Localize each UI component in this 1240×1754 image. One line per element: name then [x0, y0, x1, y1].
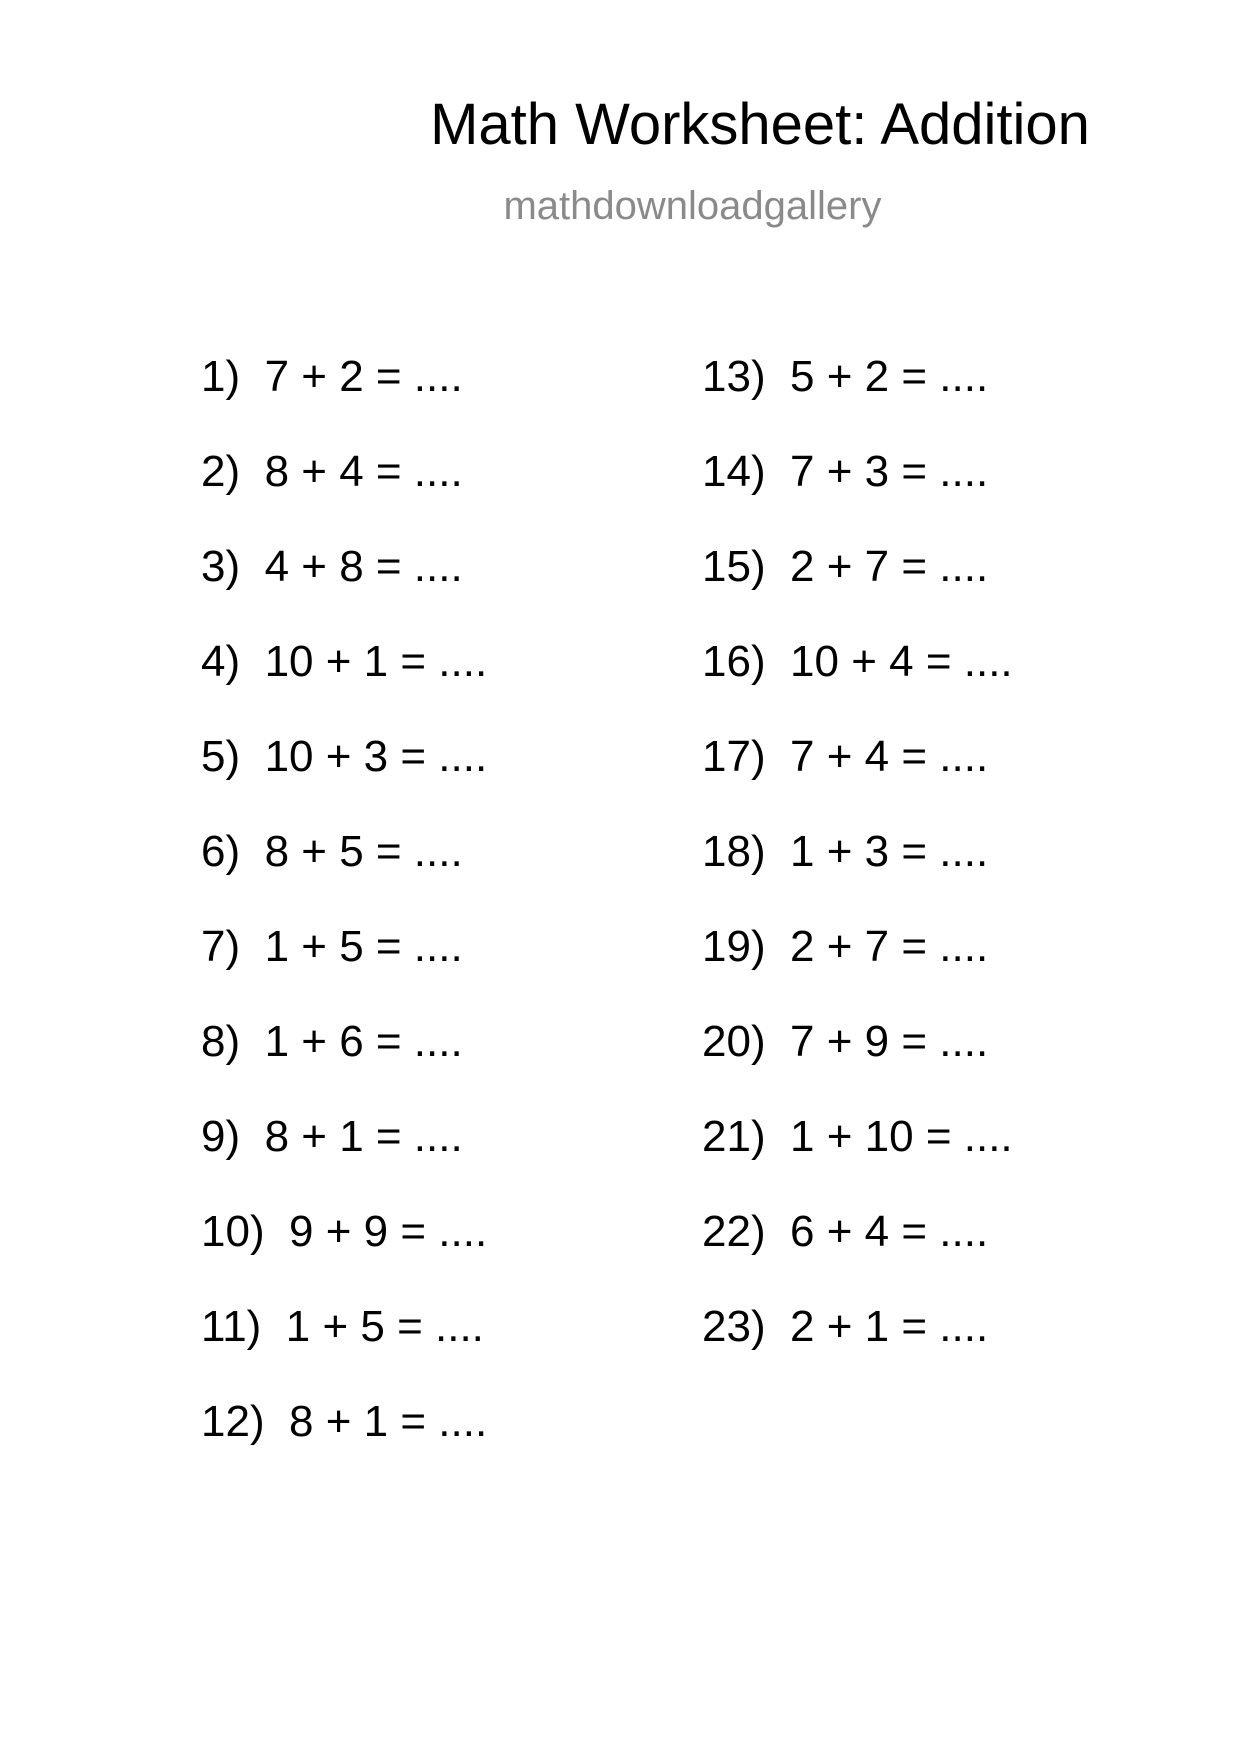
problem-item: 21) 1 + 10 = .... — [702, 1112, 1013, 1161]
problem-item: 7) 1 + 5 = .... — [201, 922, 463, 971]
problem-item: 4) 10 + 1 = .... — [201, 637, 488, 686]
problem-item: 5) 10 + 3 = .... — [201, 732, 488, 781]
problem-item: 6) 8 + 5 = .... — [201, 827, 463, 876]
problem-item: 2) 8 + 4 = .... — [201, 447, 463, 496]
problem-item: 8) 1 + 6 = .... — [201, 1017, 463, 1066]
problem-item: 3) 4 + 8 = .... — [201, 542, 463, 591]
problem-item: 10) 9 + 9 = .... — [201, 1207, 488, 1256]
problem-item: 12) 8 + 1 = .... — [201, 1397, 488, 1446]
problem-item: 19) 2 + 7 = .... — [702, 922, 989, 971]
problem-item: 22) 6 + 4 = .... — [702, 1207, 989, 1256]
problem-item: 9) 8 + 1 = .... — [201, 1112, 463, 1161]
problem-item: 14) 7 + 3 = .... — [702, 447, 989, 496]
problem-item: 17) 7 + 4 = .... — [702, 732, 989, 781]
problem-list-right — [702, 352, 1013, 1400]
page-title: Math Worksheet: Addition — [430, 92, 1090, 157]
problem-list-left — [201, 352, 488, 1495]
problem-item: 15) 2 + 7 = .... — [702, 542, 989, 591]
problem-item: 13) 5 + 2 = .... — [702, 352, 989, 401]
page-subtitle: mathdownloadgallery — [503, 184, 882, 228]
problem-item: 18) 1 + 3 = .... — [702, 827, 989, 876]
problem-item: 1) 7 + 2 = .... — [201, 352, 463, 401]
problem-item: 11) 1 + 5 = .... — [201, 1302, 484, 1351]
problem-item: 16) 10 + 4 = .... — [702, 637, 1013, 686]
problem-item: 20) 7 + 9 = .... — [702, 1017, 989, 1066]
problem-item: 23) 2 + 1 = .... — [702, 1302, 989, 1351]
